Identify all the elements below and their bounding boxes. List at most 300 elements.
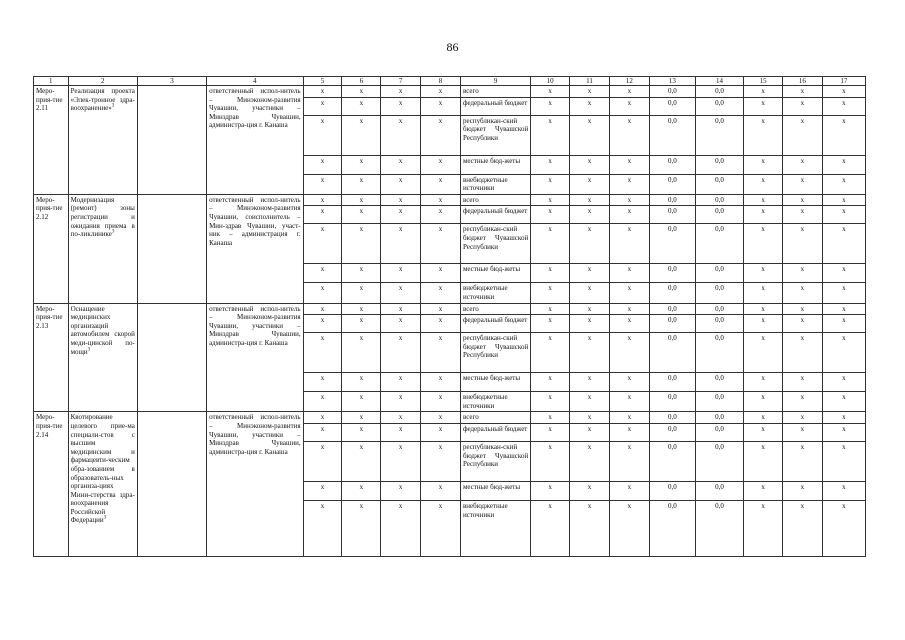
value-cell: x [609, 194, 649, 206]
value-cell: x [570, 194, 610, 206]
value-cell: 0,0 [649, 441, 695, 481]
value-cell: x [570, 303, 610, 315]
table-row [34, 303, 866, 315]
value-cell: x [531, 373, 570, 392]
funding-source: внебюджетные источники [460, 283, 530, 303]
value-cell: 0,0 [695, 97, 743, 115]
measure-executor: ответственный испол-нитель – Минэконом-развития Чувашии, участники – Минздрав Чувашии, администра-ция г. Канаша [207, 86, 304, 195]
funding-source: федеральный бюджет [460, 206, 530, 224]
value-cell: x [342, 174, 381, 194]
value-cell: x [744, 412, 783, 424]
value-cell: x [744, 303, 783, 315]
value-cell: x [531, 303, 570, 315]
funding-source: внебюджетные источники [460, 174, 530, 194]
value-cell: x [822, 392, 865, 412]
value-cell: x [609, 315, 649, 333]
value-cell: x [744, 283, 783, 303]
funding-source: всего [460, 86, 530, 98]
value-cell: x [421, 155, 461, 174]
column-header: 17 [822, 77, 865, 86]
value-cell: x [782, 303, 822, 315]
measure-code: Меро-прия-тие 2.13 [34, 303, 69, 412]
value-cell: x [531, 412, 570, 424]
value-cell: x [744, 333, 783, 373]
value-cell: x [342, 412, 381, 424]
measure-name [68, 194, 137, 303]
value-cell: x [303, 264, 342, 283]
value-cell: x [570, 86, 610, 98]
measure-executor: ответственный испол-нитель – Минэконом-развития Чувашии, участники – Минздрав Чувашии, администра-ция г. Канаша [207, 303, 304, 412]
value-cell: x [421, 315, 461, 333]
value-cell: 0,0 [649, 264, 695, 283]
value-cell: x [570, 206, 610, 224]
value-cell: x [744, 373, 783, 392]
value-cell: x [381, 155, 421, 174]
value-cell: 0,0 [649, 315, 695, 333]
table-body [34, 86, 866, 557]
funding-source: местные бюд-жеты [460, 373, 530, 392]
footnote-marker: 3 [87, 347, 91, 353]
funding-source: местные бюд-жеты [460, 481, 530, 500]
value-cell: x [381, 174, 421, 194]
value-cell: x [782, 97, 822, 115]
value-cell: x [822, 224, 865, 264]
value-cell: x [381, 412, 421, 424]
value-cell: 0,0 [649, 155, 695, 174]
value-cell: x [609, 333, 649, 373]
value-cell: x [303, 412, 342, 424]
value-cell: x [381, 194, 421, 206]
value-cell: x [570, 315, 610, 333]
budget-table [33, 76, 866, 557]
column-header: 14 [695, 77, 743, 86]
value-cell: x [609, 283, 649, 303]
value-cell: x [570, 155, 610, 174]
value-cell: x [303, 86, 342, 98]
column-header: 2 [68, 77, 137, 86]
value-cell: x [782, 423, 822, 441]
value-cell: x [303, 500, 342, 556]
value-cell: x [822, 423, 865, 441]
value-cell: 0,0 [649, 423, 695, 441]
page-number: 86 [446, 40, 459, 54]
value-cell: 0,0 [649, 224, 695, 264]
value-cell: x [744, 264, 783, 283]
measure-name [68, 412, 137, 557]
value-cell: x [421, 174, 461, 194]
value-cell: x [609, 206, 649, 224]
value-cell: 0,0 [649, 206, 695, 224]
value-cell: x [744, 500, 783, 556]
column-header: 11 [570, 77, 610, 86]
value-cell: x [303, 333, 342, 373]
value-cell: x [381, 315, 421, 333]
value-cell: x [570, 115, 610, 155]
footnote-marker: 3 [111, 103, 115, 109]
value-cell: x [744, 86, 783, 98]
value-cell: x [531, 315, 570, 333]
value-cell: x [381, 115, 421, 155]
value-cell: x [303, 283, 342, 303]
value-cell: x [342, 315, 381, 333]
value-cell: x [782, 224, 822, 264]
value-cell: 0,0 [695, 412, 743, 424]
value-cell: 0,0 [695, 373, 743, 392]
value-cell: x [531, 86, 570, 98]
value-cell: x [822, 441, 865, 481]
value-cell: x [342, 303, 381, 315]
column-header: 3 [137, 77, 206, 86]
value-cell: x [421, 441, 461, 481]
column-header: 8 [421, 77, 461, 86]
value-cell: x [782, 412, 822, 424]
value-cell: x [303, 174, 342, 194]
value-cell: x [381, 500, 421, 556]
value-cell: x [531, 224, 570, 264]
value-cell: x [822, 97, 865, 115]
funding-source: всего [460, 303, 530, 315]
value-cell: x [303, 115, 342, 155]
value-cell: x [570, 264, 610, 283]
value-cell: x [531, 481, 570, 500]
value-cell: 0,0 [695, 423, 743, 441]
value-cell: x [609, 373, 649, 392]
value-cell: x [782, 155, 822, 174]
value-cell: x [303, 194, 342, 206]
value-cell: 0,0 [649, 333, 695, 373]
value-cell: 0,0 [649, 373, 695, 392]
value-cell: x [822, 283, 865, 303]
footnote-marker: 3 [111, 229, 115, 235]
funding-source: всего [460, 412, 530, 424]
table-row [34, 412, 866, 424]
column-header: 4 [207, 77, 304, 86]
funding-source: республикан-ский бюджет Чувашской Республики [460, 224, 530, 264]
value-cell: x [303, 392, 342, 412]
value-cell: x [609, 423, 649, 441]
value-cell: 0,0 [695, 315, 743, 333]
value-cell: x [381, 481, 421, 500]
column-header: 15 [744, 77, 783, 86]
value-cell: x [303, 224, 342, 264]
value-cell: 0,0 [695, 303, 743, 315]
value-cell: x [421, 392, 461, 412]
value-cell: x [744, 115, 783, 155]
value-cell: x [822, 115, 865, 155]
value-cell: x [303, 373, 342, 392]
value-cell: x [782, 481, 822, 500]
funding-source: республикан-ский бюджет Чувашской Республики [460, 115, 530, 155]
value-cell: x [303, 303, 342, 315]
value-cell: x [744, 194, 783, 206]
header-row [34, 77, 866, 86]
value-cell: x [531, 174, 570, 194]
value-cell: x [570, 97, 610, 115]
value-cell: x [381, 206, 421, 224]
value-cell: x [303, 97, 342, 115]
value-cell: x [531, 155, 570, 174]
column-header: 16 [782, 77, 822, 86]
value-cell: x [531, 264, 570, 283]
value-cell: x [303, 206, 342, 224]
value-cell: 0,0 [695, 155, 743, 174]
value-cell: x [822, 373, 865, 392]
value-cell: x [342, 423, 381, 441]
value-cell: 0,0 [695, 86, 743, 98]
value-cell: x [782, 441, 822, 481]
value-cell: x [421, 412, 461, 424]
funding-source: республикан-ский бюджет Чувашской Республики [460, 441, 530, 481]
value-cell: x [744, 174, 783, 194]
value-cell: x [570, 224, 610, 264]
value-cell: 0,0 [695, 115, 743, 155]
value-cell: x [342, 283, 381, 303]
value-cell: x [744, 441, 783, 481]
value-cell: x [381, 423, 421, 441]
value-cell: 0,0 [649, 194, 695, 206]
value-cell: x [342, 86, 381, 98]
value-cell: x [822, 412, 865, 424]
empty-cell [137, 303, 206, 412]
column-header: 6 [342, 77, 381, 86]
value-cell: x [421, 115, 461, 155]
value-cell: x [421, 500, 461, 556]
empty-cell [137, 86, 206, 195]
value-cell: x [782, 115, 822, 155]
value-cell: x [822, 86, 865, 98]
value-cell: 0,0 [695, 283, 743, 303]
value-cell: x [782, 174, 822, 194]
value-cell: x [421, 194, 461, 206]
value-cell: x [381, 441, 421, 481]
value-cell: x [381, 86, 421, 98]
value-cell: x [609, 303, 649, 315]
value-cell: x [744, 481, 783, 500]
value-cell: x [609, 392, 649, 412]
value-cell: x [421, 333, 461, 373]
value-cell: x [421, 373, 461, 392]
value-cell: x [822, 206, 865, 224]
value-cell: x [822, 155, 865, 174]
value-cell: x [342, 333, 381, 373]
measure-executor: ответственный испол-нитель – Минэконом-развития Чувашии, соисполнитель – Мин-здрав Чувашии, участ-ник – администрация г. Канаша [207, 194, 304, 303]
measure-code: Меро-прия-тие 2.11 [34, 86, 69, 195]
value-cell: 0,0 [695, 392, 743, 412]
value-cell: x [381, 333, 421, 373]
column-header: 12 [609, 77, 649, 86]
value-cell: x [570, 441, 610, 481]
empty-cell [137, 412, 206, 557]
value-cell: x [531, 206, 570, 224]
value-cell: x [609, 174, 649, 194]
value-cell: 0,0 [649, 392, 695, 412]
footnote-marker: 3 [103, 516, 107, 522]
value-cell: x [303, 423, 342, 441]
table-row [34, 86, 866, 98]
measure-code: Меро-прия-тие 2.14 [34, 412, 69, 557]
value-cell: x [782, 194, 822, 206]
value-cell: x [744, 423, 783, 441]
value-cell: x [570, 373, 610, 392]
value-cell: x [782, 86, 822, 98]
value-cell: x [570, 481, 610, 500]
value-cell: x [822, 303, 865, 315]
value-cell: x [531, 500, 570, 556]
value-cell: x [531, 423, 570, 441]
value-cell: 0,0 [649, 412, 695, 424]
value-cell: x [782, 206, 822, 224]
value-cell: x [782, 333, 822, 373]
value-cell: x [381, 264, 421, 283]
value-cell: x [822, 500, 865, 556]
funding-source: местные бюд-жеты [460, 155, 530, 174]
value-cell: x [609, 224, 649, 264]
value-cell: x [822, 481, 865, 500]
value-cell: x [609, 412, 649, 424]
funding-source: всего [460, 194, 530, 206]
value-cell: x [342, 194, 381, 206]
value-cell: x [381, 283, 421, 303]
value-cell: x [421, 97, 461, 115]
value-cell: x [609, 264, 649, 283]
value-cell: x [782, 283, 822, 303]
funding-source: федеральный бюджет [460, 315, 530, 333]
value-cell: x [782, 373, 822, 392]
value-cell: 0,0 [695, 481, 743, 500]
column-header: 13 [649, 77, 695, 86]
value-cell: 0,0 [695, 224, 743, 264]
value-cell: x [303, 315, 342, 333]
value-cell: 0,0 [695, 174, 743, 194]
measure-executor: ответственный испол-нитель – Минэконом-развития Чувашии, участники – Минздрав Чувашии, администра-ция г. Канаша [207, 412, 304, 557]
value-cell: 0,0 [649, 481, 695, 500]
value-cell: 0,0 [649, 86, 695, 98]
measure-name-text: Квотирование целевого прие-ма специали-стов с высшим медицинским и фармацевти-ческим обра-зованием в образователь-ных организа-циях Мини-стерства здра-воохранения Российской Федерации [70, 413, 135, 525]
value-cell: x [421, 206, 461, 224]
column-header: 10 [531, 77, 570, 86]
funding-source: федеральный бюджет [460, 97, 530, 115]
value-cell: x [744, 206, 783, 224]
empty-cell [137, 194, 206, 303]
value-cell: x [609, 481, 649, 500]
value-cell: x [822, 315, 865, 333]
value-cell: x [570, 174, 610, 194]
value-cell: x [782, 264, 822, 283]
value-cell: x [421, 264, 461, 283]
value-cell: x [744, 97, 783, 115]
value-cell: 0,0 [649, 283, 695, 303]
value-cell: 0,0 [649, 303, 695, 315]
value-cell: x [342, 481, 381, 500]
measure-name [68, 303, 137, 412]
value-cell: 0,0 [695, 194, 743, 206]
value-cell: x [744, 224, 783, 264]
value-cell: x [381, 97, 421, 115]
measure-name [68, 86, 137, 195]
value-cell: x [609, 86, 649, 98]
value-cell: 0,0 [695, 500, 743, 556]
value-cell: 0,0 [695, 441, 743, 481]
value-cell: x [822, 333, 865, 373]
value-cell: 0,0 [649, 500, 695, 556]
value-cell: x [744, 315, 783, 333]
value-cell: x [744, 392, 783, 412]
value-cell: x [609, 97, 649, 115]
column-header: 1 [34, 77, 69, 86]
value-cell: x [782, 392, 822, 412]
value-cell: x [421, 303, 461, 315]
value-cell: x [609, 500, 649, 556]
value-cell: x [609, 155, 649, 174]
value-cell: x [531, 115, 570, 155]
value-cell: x [342, 206, 381, 224]
value-cell: x [342, 264, 381, 283]
value-cell: x [570, 333, 610, 373]
value-cell: x [421, 86, 461, 98]
funding-source: внебюджетные источники [460, 500, 530, 556]
value-cell: x [381, 373, 421, 392]
value-cell: x [822, 174, 865, 194]
value-cell: x [744, 155, 783, 174]
value-cell: 0,0 [649, 115, 695, 155]
value-cell: x [342, 373, 381, 392]
value-cell: x [342, 155, 381, 174]
value-cell: x [531, 333, 570, 373]
funding-source: местные бюд-жеты [460, 264, 530, 283]
funding-source: республикан-ский бюджет Чувашской Республики [460, 333, 530, 373]
value-cell: x [342, 97, 381, 115]
value-cell: x [342, 392, 381, 412]
measure-name-text: Оснащение медицинских организаций автомобилем скорой меди-цинской по-мощи [70, 304, 135, 356]
value-cell: x [342, 441, 381, 481]
value-cell: x [531, 283, 570, 303]
value-cell: x [822, 264, 865, 283]
funding-source: федеральный бюджет [460, 423, 530, 441]
value-cell: x [782, 500, 822, 556]
value-cell: x [822, 194, 865, 206]
value-cell: 0,0 [695, 206, 743, 224]
measure-name-text: Модернизация (ремонт) зоны регистрации и ожидания приема в по-ликлинике [70, 195, 135, 239]
value-cell: x [531, 441, 570, 481]
value-cell: x [381, 392, 421, 412]
value-cell: x [381, 303, 421, 315]
value-cell: x [303, 441, 342, 481]
value-cell: x [782, 315, 822, 333]
value-cell: x [421, 283, 461, 303]
value-cell: 0,0 [695, 333, 743, 373]
column-header: 9 [460, 77, 530, 86]
value-cell: 0,0 [649, 174, 695, 194]
value-cell: 0,0 [695, 264, 743, 283]
value-cell: x [609, 441, 649, 481]
value-cell: x [421, 224, 461, 264]
value-cell: x [570, 283, 610, 303]
funding-source: внебюджетные источники [460, 392, 530, 412]
measure-name-text: Реализация проекта «Элек-тронное здра-воохранение» [70, 87, 135, 113]
value-cell: x [570, 392, 610, 412]
value-cell: x [531, 97, 570, 115]
value-cell: x [570, 412, 610, 424]
value-cell: x [303, 155, 342, 174]
value-cell: x [570, 500, 610, 556]
value-cell: x [381, 224, 421, 264]
value-cell: x [609, 115, 649, 155]
column-header: 5 [303, 77, 342, 86]
value-cell: x [531, 392, 570, 412]
value-cell: 0,0 [649, 97, 695, 115]
value-cell: x [342, 224, 381, 264]
value-cell: x [570, 423, 610, 441]
